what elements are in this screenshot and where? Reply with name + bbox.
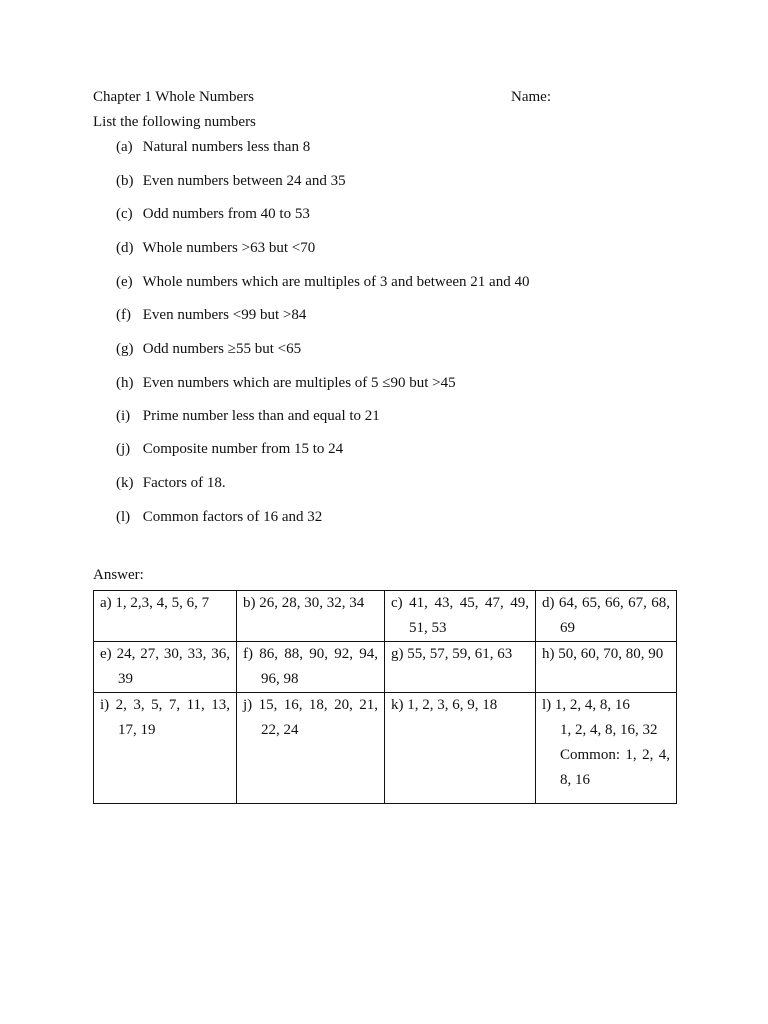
answer-table	[93, 590, 677, 804]
answer-heading: Answer:	[93, 567, 144, 583]
table-row	[94, 693, 677, 804]
answer-text: h) 50, 60, 70, 80, 90	[542, 646, 664, 662]
question-text: Odd numbers from 40 to 53	[142, 206, 310, 222]
answer-cell-a	[94, 591, 237, 642]
answer-text: j) 15, 16, 18, 20, 21, 22, 24	[243, 697, 378, 738]
answer-cell-k	[385, 693, 536, 804]
question-text: Common factors of 16 and 32	[142, 509, 323, 525]
answer-text: k) 1, 2, 3, 6, 9, 18	[391, 697, 498, 713]
question-label: (b)	[116, 173, 134, 189]
answer-text: e) 24, 27, 30, 33, 36, 39	[100, 646, 230, 687]
question-text: Prime number less than and equal to 21	[142, 408, 380, 424]
question-text: Whole numbers which are multiples of 3 and between 21 and 40	[142, 274, 530, 290]
question-label: (k)	[116, 475, 134, 491]
question-label: (i)	[116, 408, 131, 424]
question-e	[116, 273, 529, 291]
question-i	[116, 407, 380, 425]
answer-cell-h	[536, 642, 677, 693]
answer-text: i) 2, 3, 5, 7, 11, 13, 17, 19	[100, 697, 230, 738]
table-row	[94, 642, 677, 693]
answer-text: f) 86, 88, 90, 92, 94, 96, 98	[243, 646, 378, 687]
question-f	[116, 306, 306, 324]
question-label: (h)	[116, 375, 134, 391]
answer-text: b) 26, 28, 30, 32, 34	[243, 595, 365, 611]
question-text: Even numbers <99 but >84	[142, 307, 307, 323]
answer-text: c) 41, 43, 45, 47, 49, 51, 53	[391, 595, 529, 636]
question-label: (f)	[116, 307, 131, 323]
question-d	[116, 239, 315, 257]
question-text: Factors of 18.	[142, 475, 226, 491]
question-label: (e)	[116, 274, 133, 290]
question-label: (c)	[116, 206, 133, 222]
question-text: Whole numbers >63 but <70	[142, 240, 316, 256]
question-label: (g)	[116, 341, 134, 357]
question-c	[116, 205, 310, 223]
question-j	[116, 440, 343, 458]
question-label: (l)	[116, 509, 131, 525]
answer-cell-g	[385, 642, 536, 693]
question-text: Natural numbers less than 8	[142, 139, 311, 155]
question-text: Even numbers which are multiples of 5 ≤90 but >45	[142, 375, 456, 391]
table-row	[94, 591, 677, 642]
question-g	[116, 340, 301, 358]
question-label: (a)	[116, 139, 133, 155]
answer-cell-i	[94, 693, 237, 804]
question-text: Odd numbers ≥55 but <65	[142, 341, 302, 357]
name-label: Name:	[511, 89, 551, 105]
question-l	[116, 508, 322, 526]
answer-text-line: 1, 2, 4, 8, 16, 32	[560, 722, 658, 738]
answer-cell-j	[237, 693, 385, 804]
question-k	[116, 474, 226, 492]
instructions: List the following numbers	[93, 114, 256, 130]
question-label: (d)	[116, 240, 134, 256]
answer-cell-l	[536, 693, 677, 804]
answer-text: g) 55, 57, 59, 61, 63	[391, 646, 513, 662]
answer-text: d) 64, 65, 66, 67, 68, 69	[542, 595, 670, 636]
question-h	[116, 374, 456, 392]
answer-cell-d	[536, 591, 677, 642]
question-text: Composite number from 15 to 24	[142, 441, 344, 457]
answer-text: l) 1, 2, 4, 8, 16	[542, 697, 630, 713]
question-b	[116, 172, 346, 190]
question-label: (j)	[116, 441, 131, 457]
answer-cell-e	[94, 642, 237, 693]
chapter-title: Chapter 1 Whole Numbers	[93, 89, 254, 105]
question-text: Even numbers between 24 and 35	[142, 173, 346, 189]
answer-cell-c	[385, 591, 536, 642]
answer-text: a) 1, 2,3, 4, 5, 6, 7	[100, 595, 210, 611]
answer-text-line: Common: 1, 2, 4, 8, 16	[560, 747, 670, 788]
question-a	[116, 138, 310, 156]
answer-cell-b	[237, 591, 385, 642]
answer-cell-f	[237, 642, 385, 693]
